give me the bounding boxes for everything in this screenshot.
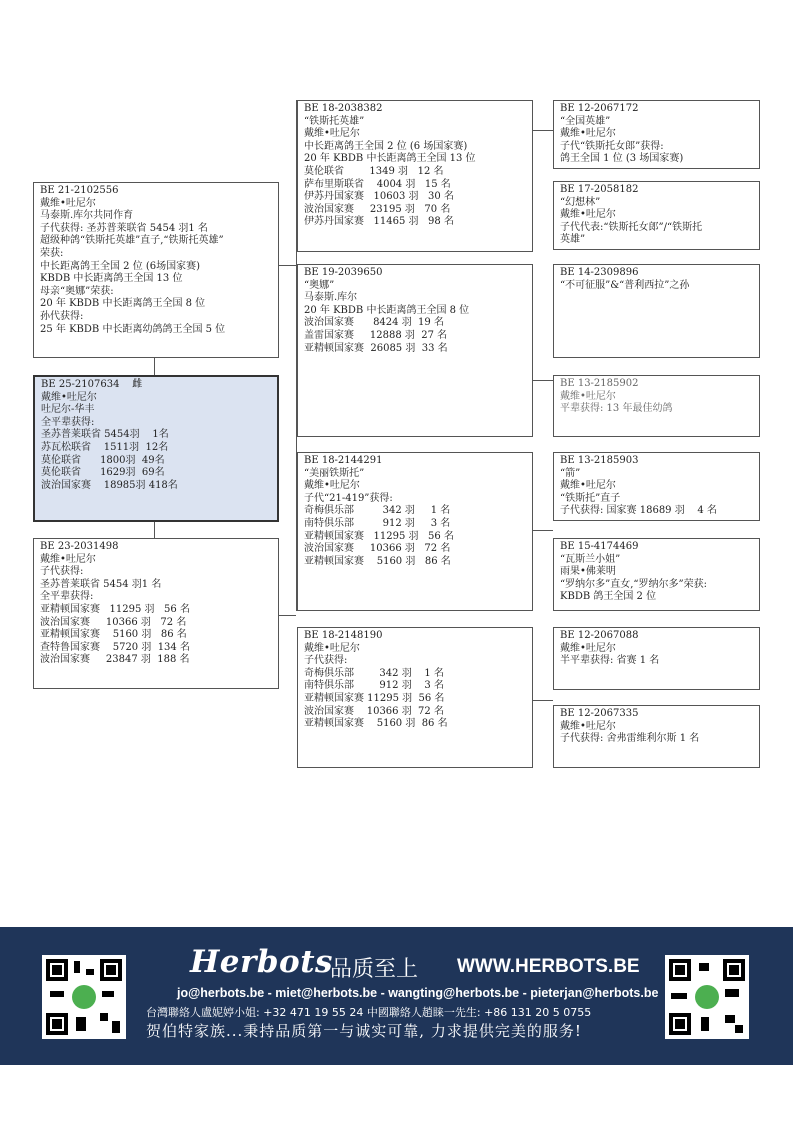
pedigree-line: 戴维•吐尼尔	[304, 128, 360, 140]
sire-sire-dam-card	[553, 181, 760, 250]
pedigree-line: 戴维•吐尼尔	[40, 553, 96, 565]
dam-sire-card	[297, 452, 533, 611]
pedigree-line: 英雄”	[560, 234, 586, 246]
pedigree-line: 子代获得: 舍弗雷维利尔斯 1 名	[560, 733, 700, 745]
brand-logo: Herbots	[190, 944, 333, 980]
ring-number: BE 12-2067088	[560, 630, 639, 641]
pedigree-line: 吐尼尔-华丰	[41, 404, 95, 416]
pedigree-line: “瓦斯兰小姐”	[560, 553, 621, 565]
pedigree-line: 戴维•吐尼尔	[560, 209, 616, 221]
ring-number: BE 25-2107634 雌	[41, 379, 143, 390]
ring-number: BE 15-4174469	[560, 541, 639, 552]
pedigree-line: 苏瓦松联省 1511羽 12名	[41, 441, 169, 453]
pedigree-line: 雨果•佛莱明	[560, 566, 616, 578]
pedigree-line: “奥娜”	[304, 279, 335, 291]
pedigree-line: 查特鲁国家赛 5720 羽 134 名	[40, 641, 190, 653]
ring-number: BE 23-2031498	[40, 541, 119, 552]
pedigree-line: “美丽铁斯托”	[304, 467, 365, 479]
pedigree-line: 子代获得: 圣苏普莱联省 5454 羽1 名	[40, 222, 208, 234]
pedigree-line: 伊苏丹国家赛 10603 羽 30 名	[304, 191, 454, 203]
pedigree-line: 戴维•吐尼尔	[560, 720, 616, 732]
pedigree-line: KBDB 鸽王全国 2 位	[560, 591, 657, 603]
pedigree-line: “铁斯托英雄”	[304, 115, 365, 127]
pedigree-line: “箭”	[560, 467, 581, 479]
pedigree-line: 奇梅俱乐部 342 羽 1 名	[304, 667, 444, 679]
dam-dam-card	[297, 627, 533, 768]
contact-phones: 台灣聯絡人盧妮婷小姐: +32 471 19 55 24 中國聯絡人趙睐一先生: +86 131 20 5 0755	[146, 1006, 592, 1019]
ring-number: BE 18-2038382	[304, 103, 383, 114]
pedigree-line: 荣获:	[40, 247, 64, 259]
pedigree-line: 孙代获得:	[40, 310, 84, 322]
pedigree-line: 母亲“奥娜”荣获:	[40, 285, 114, 297]
ring-number: BE 12-2067335	[560, 708, 639, 719]
dam-dam-sire-card	[553, 627, 760, 690]
pedigree-line: 戴维•吐尼尔	[560, 128, 616, 140]
pedigree-line: 马泰斯.库尔共同作育	[40, 210, 134, 222]
dam-sire-dam-card	[553, 538, 760, 611]
pedigree-line: “全国英雄”	[560, 115, 611, 127]
connector-line	[154, 358, 155, 375]
pedigree-line: “幻想林”	[560, 196, 601, 208]
connector-line	[279, 265, 296, 266]
pedigree-line: 子代获得:	[40, 566, 84, 578]
pedigree-line: 圣苏普莱联省 5454 羽1 名	[40, 578, 162, 590]
pedigree-line: 波治国家赛 8424 羽 19 名	[304, 317, 444, 329]
pedigree-line: “罗纳尔多”直女,“罗纳尔多”荣获:	[560, 578, 707, 590]
ring-number: BE 13-2185903	[560, 455, 639, 466]
ring-number: BE 19-2039650	[304, 267, 383, 278]
pedigree-line: 戴维•吐尼尔	[41, 391, 97, 403]
pedigree-line: 中长距离鸽王全国 2 位 (6场国家赛)	[40, 260, 201, 272]
pedigree-line: 亚精顿国家赛 26085 羽 33 名	[304, 342, 448, 354]
dam-card	[33, 538, 279, 689]
pedigree-line: 莫伦联省 1349 羽 12 名	[304, 165, 444, 177]
pedigree-line: 半平辈获得: 省赛 1 名	[560, 655, 660, 667]
pedigree-line: 戴维•吐尼尔	[40, 197, 96, 209]
qr-code-left[interactable]	[42, 955, 126, 1039]
pedigree-line: 平辈获得: 13 年最佳幼鸽	[560, 403, 673, 415]
pedigree-line: 戴维•吐尼尔	[560, 390, 616, 402]
connector-line	[533, 380, 553, 381]
sire-card	[33, 182, 279, 358]
pedigree-line: 20 年 KBDB 中长距离鸽王全国 8 位	[304, 304, 470, 316]
ring-number: BE 18-2148190	[304, 630, 383, 641]
ring-number: BE 18-2144291	[304, 455, 383, 466]
connector-line	[154, 522, 155, 538]
contact-emails[interactable]: jo@herbots.be - miet@herbots.be - wangting@herbots.be - pieterjan@herbots.be	[177, 986, 659, 1000]
connector-line	[279, 615, 296, 616]
pedigree-line: 戴维•吐尼尔	[560, 642, 616, 654]
ring-number: BE 17-2058182	[560, 184, 639, 195]
ring-number: BE 13-2185902	[560, 378, 639, 389]
pedigree-line: 亚精顿国家赛 5160 羽 86 名	[304, 718, 448, 730]
pedigree-line: 马泰斯.库尔	[304, 292, 358, 304]
pedigree-line: 戴维•吐尼尔	[304, 480, 360, 492]
pedigree-line: 戴维•吐尼尔	[560, 480, 616, 492]
qr-code-right[interactable]	[665, 955, 749, 1039]
pedigree-line: 鸽王全国 1 位 (3 场国家赛)	[560, 153, 684, 165]
brand-motto: 品质至上	[330, 957, 419, 982]
pedigree-line: 盖雷国家赛 12888 羽 27 名	[304, 329, 448, 341]
pedigree-line: 波治国家赛 10366 羽 72 名	[304, 705, 444, 717]
connector-line	[533, 530, 553, 531]
pedigree-line: 25 年 KBDB 中长距离幼鸽鸽王全国 5 位	[40, 323, 226, 335]
pedigree-line: 20 年 KBDB 中长距离鸽王全国 13 位	[304, 153, 476, 165]
pedigree-line: “不可征服”&“普利西拉”之孙	[560, 279, 690, 291]
pedigree-line: 波治国家赛 23847 羽 188 名	[40, 654, 190, 666]
pedigree-line: 奇梅俱乐部 342 羽 1 名	[304, 505, 451, 517]
sire-dam-dam-card	[553, 375, 760, 437]
dam-sire-sire-card	[553, 452, 760, 521]
sire-dam-sire-card	[553, 264, 760, 358]
pedigree-line: 波治国家赛 10366 羽 72 名	[304, 543, 451, 555]
pedigree-line: 波治国家赛 23195 羽 70 名	[304, 203, 451, 215]
pedigree-line: 圣苏普莱联省 5454羽 1名	[41, 429, 169, 441]
pedigree-line: 子代“21-419”获得:	[304, 492, 393, 504]
ring-number: BE 14-2309896	[560, 267, 639, 278]
pedigree-line: 中长距离鸽王全国 2 位 (6 场国家赛)	[304, 140, 468, 152]
pedigree-line: 波治国家赛 10366 羽 72 名	[40, 616, 187, 628]
sire-dam-card	[297, 264, 533, 437]
pedigree-line: 亚精顿国家赛 11295 羽 56 名	[40, 603, 190, 615]
dam-dam-dam-card	[553, 705, 760, 768]
pedigree-line: 萨布里斯联省 4004 羽 15 名	[304, 178, 451, 190]
pedigree-line: 莫伦联省 1800羽 49名	[41, 454, 165, 466]
website-link[interactable]: WWW.HERBOTS.BE	[457, 956, 640, 977]
subject-card	[33, 375, 279, 522]
pedigree-line: 亚精顿国家赛 5160 羽 86 名	[40, 629, 187, 641]
pedigree-line: 子代获得: 国家赛 18689 羽 4 名	[560, 505, 717, 517]
pedigree-line: 亚精顿国家赛 11295 羽 56 名	[304, 530, 454, 542]
pedigree-line: 波治国家赛 18985羽 418名	[41, 479, 178, 491]
sire-sire-sire-card	[553, 100, 760, 169]
connector-line	[533, 700, 553, 701]
pedigree-line: KBDB 中长距离鸽王全国 13 位	[40, 273, 183, 285]
pedigree-line: 全平辈获得:	[41, 416, 95, 428]
sire-sire-card	[297, 100, 533, 252]
ring-number: BE 12-2067172	[560, 103, 639, 114]
pedigree-line: 亚精顿国家赛 5160 羽 86 名	[304, 555, 451, 567]
pedigree-line: 子代获得:	[304, 655, 348, 667]
pedigree-line: 伊苏丹国家赛 11465 羽 98 名	[304, 216, 454, 228]
pedigree-line: 子代代表:“铁斯托女郎”/“铁斯托	[560, 221, 703, 233]
pedigree-line: 南特俱乐部 912 羽 3 名	[304, 680, 444, 692]
pedigree-line: 全平辈获得:	[40, 591, 94, 603]
pedigree-line: “铁斯托”直子	[560, 492, 621, 504]
pedigree-line: 莫伦联省 1629羽 69名	[41, 467, 165, 479]
ring-number: BE 21-2102556	[40, 185, 119, 196]
connector-line	[533, 130, 553, 131]
pedigree-line: 南特俱乐部 912 羽 3 名	[304, 517, 451, 529]
pedigree-line: 超级种鸽“铁斯托英雄”直子,“铁斯托英雄”	[40, 235, 224, 247]
pedigree-line: 20 年 KBDB 中长距离鸽王全国 8 位	[40, 298, 206, 310]
pedigree-line: 子代“铁斯托女郎”获得:	[560, 140, 664, 152]
pedigree-line: 戴维•吐尼尔	[304, 642, 360, 654]
pedigree-line: 亚精顿国家赛 11295 羽 56 名	[304, 692, 445, 704]
footer-slogan: 贺伯特家族...秉持品质第一与诚实可靠, 力求提供完美的服务!	[146, 1022, 582, 1040]
